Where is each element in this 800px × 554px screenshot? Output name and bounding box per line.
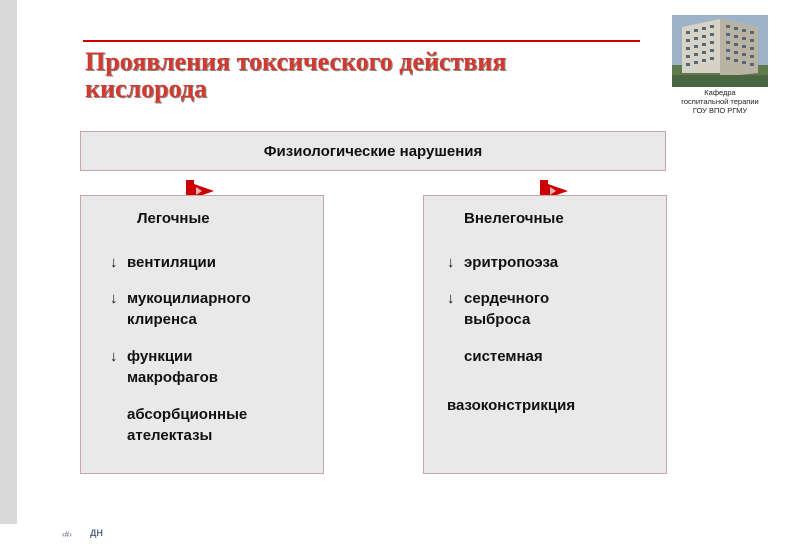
logo-caption-line: Кафедра: [704, 88, 736, 97]
header-label: Физиологические нарушения: [263, 142, 483, 160]
title-underline: [83, 40, 640, 42]
down-arrow-icon: ↓: [447, 254, 455, 271]
list-item: [447, 288, 607, 330]
header-box: [80, 131, 666, 171]
down-arrow-icon: ↓: [447, 290, 455, 307]
logo-caption: [650, 88, 790, 115]
list-item-text: мукоцилиарного клиренса: [127, 290, 251, 328]
list-item-text: функции макрофагов: [127, 348, 218, 386]
right-box: [423, 195, 667, 474]
down-arrow-icon: ↓: [110, 254, 118, 271]
list-item: [110, 404, 310, 446]
list-item-text: сердечного выброса: [464, 290, 550, 328]
left-box: [80, 195, 324, 474]
right-box-title: Внелегочные: [464, 210, 564, 227]
list-item: [447, 252, 647, 273]
list-item-text: системная: [464, 348, 543, 365]
list-item: [447, 395, 657, 416]
down-arrow-icon: ↓: [110, 290, 118, 307]
list-item-text: абсорбционные ателектазы: [127, 406, 248, 444]
logo-caption-line: ГОУ ВПО РГМУ: [692, 106, 748, 115]
building-logo-icon: [672, 15, 768, 87]
list-item-text: вазоконстрикция: [447, 397, 576, 414]
left-box-title: Легочные: [137, 210, 210, 227]
footer-author: ДН: [90, 528, 103, 538]
slide-number: ‹#›: [62, 530, 72, 539]
list-item: [447, 346, 647, 367]
logo-caption-line: госпитальной терапии: [681, 97, 759, 106]
list-item-text: эритропоэза: [464, 254, 559, 271]
bottom-bar: [0, 524, 800, 554]
left-side-bar: [0, 0, 17, 524]
list-item: [110, 288, 310, 330]
slide-title: Проявления токсического действия кислорода: [85, 47, 507, 103]
list-item-text: вентиляции: [127, 254, 216, 271]
list-item: [110, 346, 270, 388]
list-item: [110, 252, 310, 273]
down-arrow-icon: ↓: [110, 348, 118, 365]
